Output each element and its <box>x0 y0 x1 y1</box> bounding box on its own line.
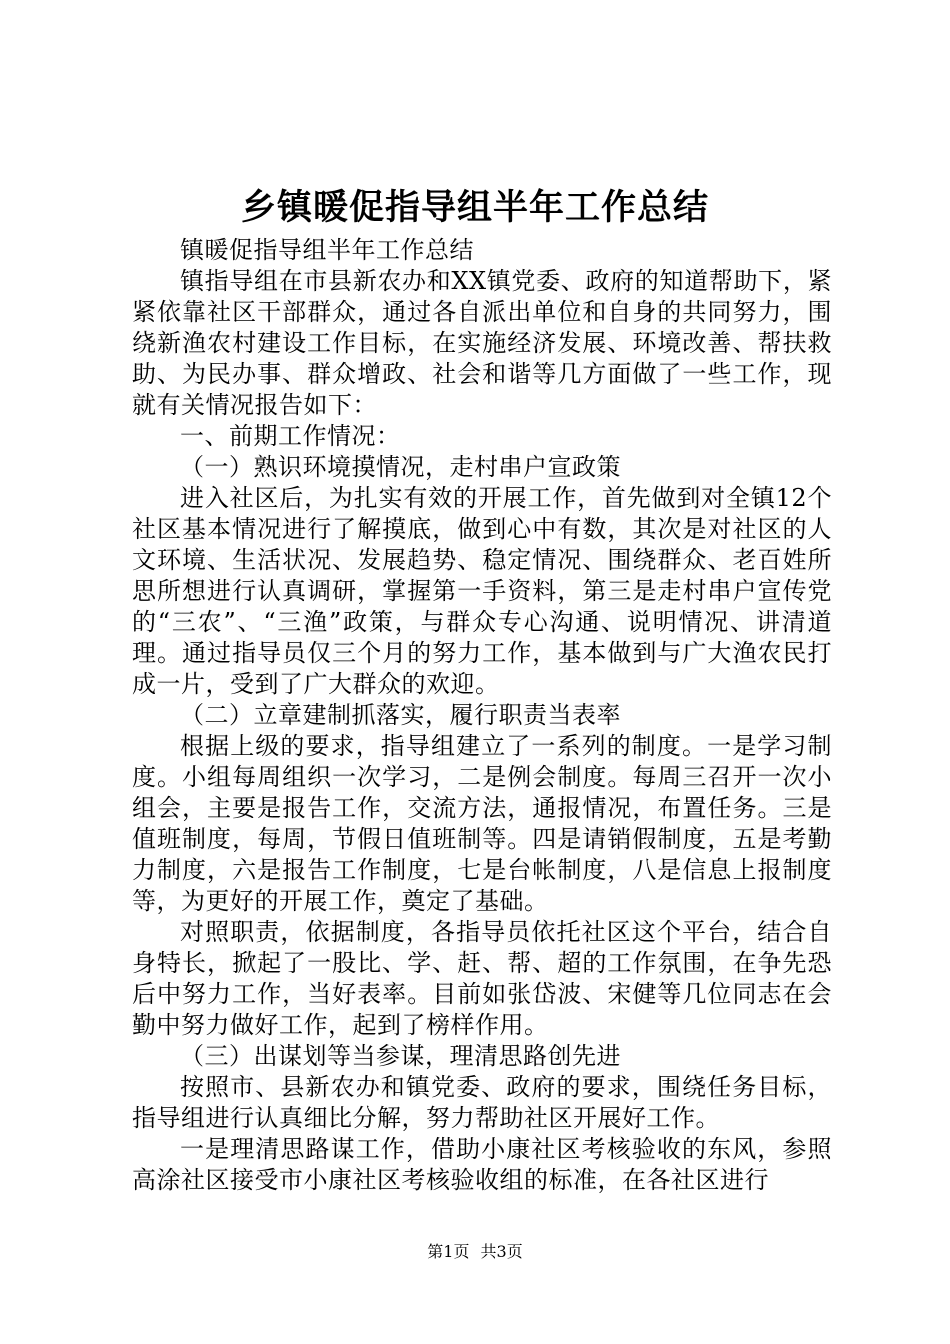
paragraph-body: 根据上级的要求，指导组建立了一系列的制度。一是学习制度。小组每周组织一次学习，二是例会制度。每周三召开一次小组会，主要是报告工作，交流方法，通报情况，布置任务。三是值班制度，每周，节假日值班制等。四是请销假制度，五是考勤力制度，六是报告工作制度，七是台帐制度，八是信息上报制度等，为更好的开展工作，奠定了基础。 <box>132 732 832 915</box>
paragraph-body: 一是理清思路谋工作，借助小康社区考核验收的东风，参照高涂社区接受市小康社区考核验收组的标准，在各社区进行 <box>132 1135 832 1194</box>
page-total: 共3页 <box>480 1242 523 1261</box>
paragraph-body: 按照市、县新农办和镇党委、政府的要求，围绕任务目标，指导组进行认真细比分解，努力帮助社区开展好工作。 <box>132 1073 832 1132</box>
paragraph-body: 进入社区后，为扎实有效的开展工作，首先做到对全镇12个社区基本情况进行了解摸底，做到心中有数，其次是对社区的人文环境、生活状况、发展趋势、稳定情况、围绕群众、老百姓所思所想进行认真调研，掌握第一手资料，第三是走村串户宣传党的“三农”、“三渔”政策，与群众专心沟通、说明情况、讲清道理。通过指导员仅三个月的努力工作，基本做到与广大渔农民打成一片，受到了广大群众的欢迎。 <box>132 484 832 698</box>
subsection-heading-3: （三）出谋划等当参谋，理清思路创先进 <box>180 1042 621 1070</box>
subsection-heading-2: （二）立章建制抓落实，履行职责当表率 <box>180 701 621 729</box>
page-number: 第1页 <box>427 1242 470 1261</box>
paragraph-body: 对照职责，依据制度，各指导员依托社区这个平台，结合自身特长，掀起了一股比、学、赶、帮、超的工作氛围，在争先恐后中努力工作，当好表率。目前如张岱波、宋健等几位同志在会勤中努力做好工作，起到了榜样作用。 <box>132 918 832 1039</box>
subsection-heading-1: （一）熟识环境摸情况，走村串户宣政策 <box>180 453 621 481</box>
page-footer <box>0 1242 950 1262</box>
document-body <box>132 235 832 1196</box>
paragraph-subtitle: 镇暖促指导组半年工作总结 <box>180 236 474 264</box>
paragraph-intro: 镇指导组在市县新农办和XX镇党委、政府的知道帮助下，紧紧依靠社区干部群众，通过各自派出单位和自身的共同努力，围绕新渔农村建设工作目标，在实施经济发展、环境改善、帮扶救助、为民办事、群众增政、社会和谐等几方面做了一些工作，现就有关情况报告如下： <box>132 267 832 419</box>
document-title: 乡镇暖促指导组半年工作总结 <box>240 187 709 228</box>
section-heading-1: 一、前期工作情况： <box>180 422 401 450</box>
